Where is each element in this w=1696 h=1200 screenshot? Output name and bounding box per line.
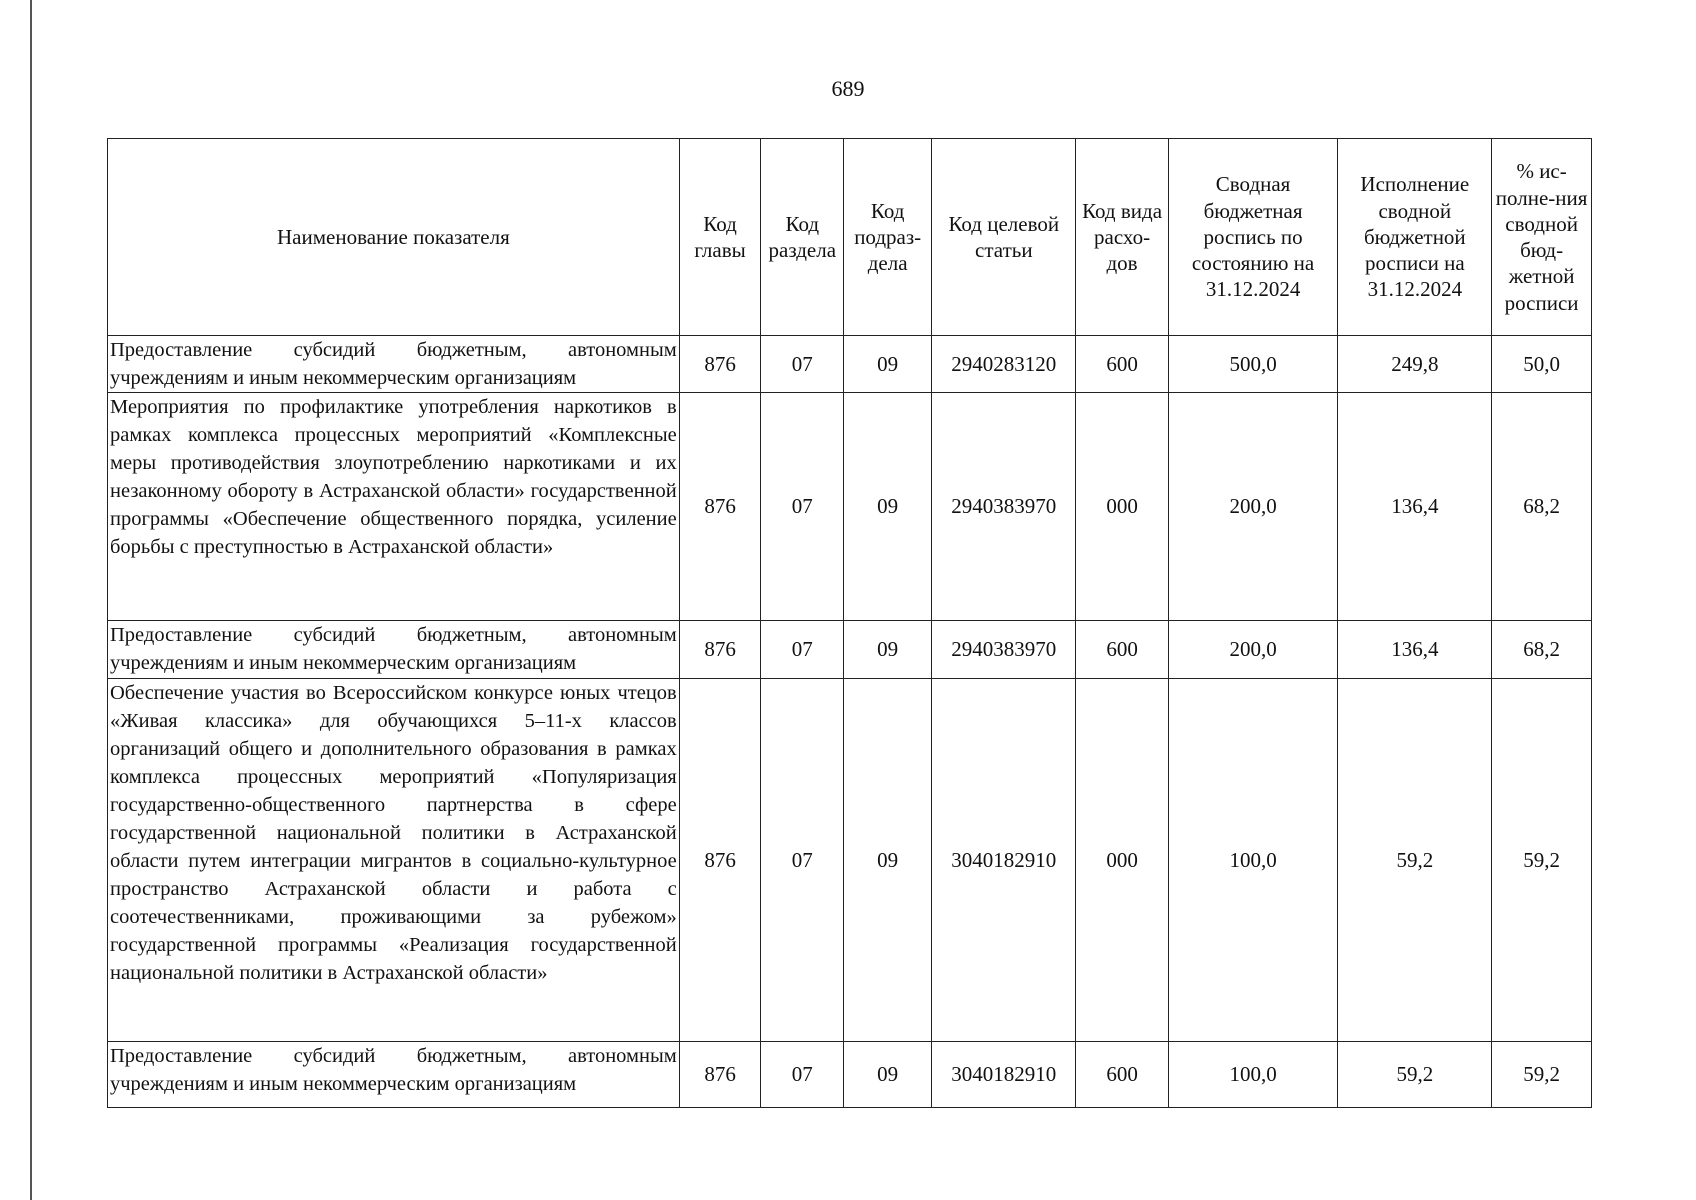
row-expense-type: 000 [1076, 679, 1168, 1042]
row-execution: 59,2 [1338, 679, 1492, 1042]
row-name: Предоставление субсидий бюджетным, автономным учреждениям и иным некоммерческим организациям [108, 1042, 680, 1108]
row-expense-type: 600 [1076, 621, 1168, 679]
row-subsection: 09 [844, 336, 932, 393]
row-execution: 59,2 [1338, 1042, 1492, 1108]
header-expense-type-code: Код вида расхо-дов [1076, 139, 1168, 336]
page-binding-line [30, 0, 32, 1200]
header-budget-plan: Сводная бюджетная роспись по состоянию на 31.12.2024 [1168, 139, 1338, 336]
header-percent: % ис-полне-ния сводной бюд-жетной росписи [1492, 139, 1592, 336]
row-subsection: 09 [844, 1042, 932, 1108]
row-subsection: 09 [844, 621, 932, 679]
header-name: Наименование показателя [108, 139, 680, 336]
row-section: 07 [761, 336, 844, 393]
row-percent: 50,0 [1492, 336, 1592, 393]
row-expense-type: 600 [1076, 1042, 1168, 1108]
row-execution: 136,4 [1338, 621, 1492, 679]
row-budget-plan: 500,0 [1168, 336, 1338, 393]
row-chapter: 876 [679, 1042, 761, 1108]
row-chapter: 876 [679, 336, 761, 393]
row-percent: 68,2 [1492, 393, 1592, 621]
page-number: 689 [831, 76, 865, 101]
row-percent: 59,2 [1492, 1042, 1592, 1108]
table-row [108, 393, 1592, 621]
row-target-article: 2940283120 [932, 336, 1076, 393]
row-target-article: 2940383970 [932, 393, 1076, 621]
row-execution: 249,8 [1338, 336, 1492, 393]
row-name: Предоставление субсидий бюджетным, автономным учреждениям и иным некоммерческим организациям [108, 336, 680, 393]
row-name: Обеспечение участия во Всероссийском конкурсе юных чтецов «Живая классика» для обучающихся 5–11-х классов организаций общего и дополнительного образования в рамках комплекса процессных мероприятий «Популяризация государственно-общественного партнерства в сфере государственной национальной политики в Астраханской области путем интеграции мигрантов в социально-культурное пространство Астраханской области и работа с соотечественниками, проживающими за рубежом» государственной программы «Реализация государственной национальной политики в Астраханской области» [108, 679, 680, 1042]
row-section: 07 [761, 621, 844, 679]
budget-table-container [107, 138, 1592, 1108]
row-budget-plan: 100,0 [1168, 679, 1338, 1042]
row-expense-type: 000 [1076, 393, 1168, 621]
row-execution: 136,4 [1338, 393, 1492, 621]
header-target-article-code: Код целевой статьи [932, 139, 1076, 336]
row-budget-plan: 200,0 [1168, 621, 1338, 679]
table-row [108, 621, 1592, 679]
table-row [108, 1042, 1592, 1108]
row-percent: 68,2 [1492, 621, 1592, 679]
row-name: Мероприятия по профилактике употребления наркотиков в рамках комплекса процессных мероприятий «Комплексные меры противодействия злоупотреблению наркотиками и их незаконному обороту в Астраханской области» государственной программы «Обеспечение общественного порядка, усиление борьбы с преступностью в Астраханской области» [108, 393, 680, 621]
table-row [108, 679, 1592, 1042]
row-chapter: 876 [679, 621, 761, 679]
row-expense-type: 600 [1076, 336, 1168, 393]
row-section: 07 [761, 1042, 844, 1108]
budget-execution-table [107, 138, 1592, 1108]
row-subsection: 09 [844, 393, 932, 621]
table-header-row [108, 139, 1592, 336]
header-subsection-code: Код подраз-дела [844, 139, 932, 336]
row-percent: 59,2 [1492, 679, 1592, 1042]
row-budget-plan: 100,0 [1168, 1042, 1338, 1108]
row-budget-plan: 200,0 [1168, 393, 1338, 621]
row-chapter: 876 [679, 393, 761, 621]
row-chapter: 876 [679, 679, 761, 1042]
header-execution: Исполнение сводной бюджетной росписи на 31.12.2024 [1338, 139, 1492, 336]
row-subsection: 09 [844, 679, 932, 1042]
row-target-article: 3040182910 [932, 679, 1076, 1042]
row-section: 07 [761, 679, 844, 1042]
row-section: 07 [761, 393, 844, 621]
row-target-article: 2940383970 [932, 621, 1076, 679]
header-chapter-code: Код главы [679, 139, 761, 336]
row-name: Предоставление субсидий бюджетным, автономным учреждениям и иным некоммерческим организациям [108, 621, 680, 679]
table-row [108, 336, 1592, 393]
header-section-code: Код раздела [761, 139, 844, 336]
row-target-article: 3040182910 [932, 1042, 1076, 1108]
